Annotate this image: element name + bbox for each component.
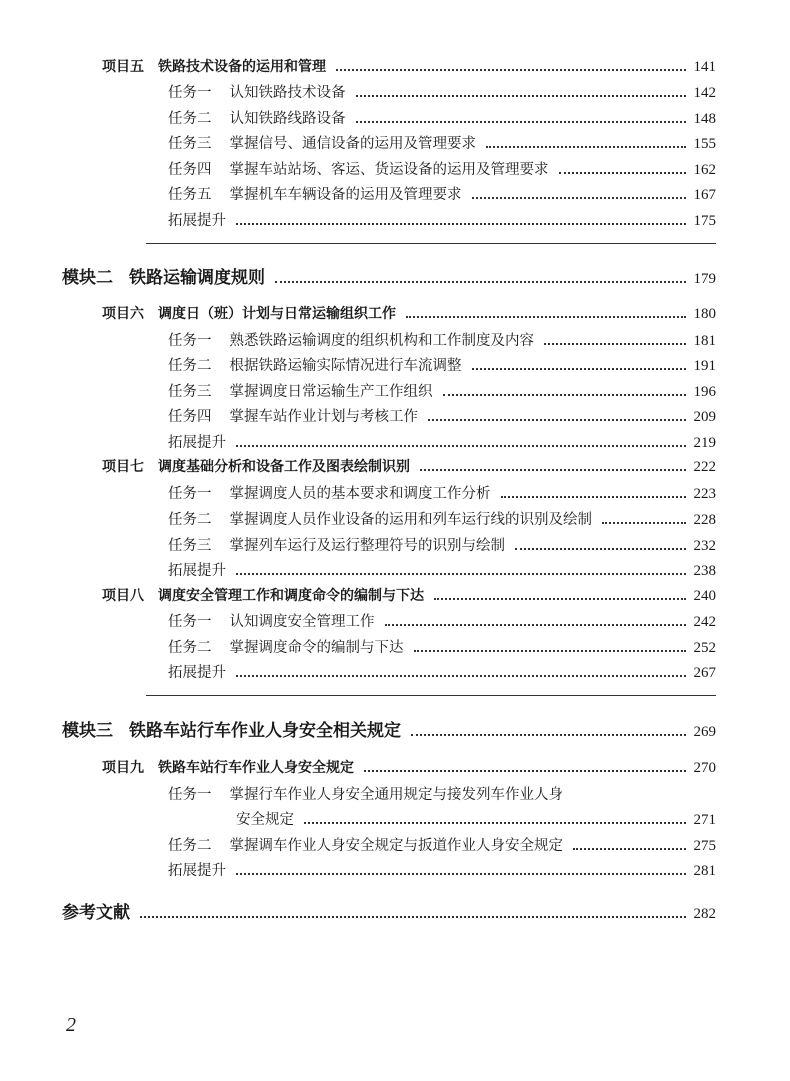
dot-leader <box>515 547 686 550</box>
dot-leader <box>356 120 686 123</box>
entry-title: 掌握调度人员作业设备的运用和列车运行线的识别及绘制 <box>229 512 592 528</box>
entry-label: 任务四 <box>168 162 212 178</box>
entry-label: 任务五 <box>168 187 212 203</box>
toc-entry-task[interactable] <box>168 107 716 128</box>
entry-page: 167 <box>693 187 716 203</box>
toc-entry-task[interactable] <box>168 329 716 350</box>
entry-title: 拓展提升 <box>168 563 226 579</box>
entry-page: 267 <box>693 665 716 681</box>
entry-title: 掌握机车车辆设备的运用及管理要求 <box>229 187 462 203</box>
dot-leader <box>486 145 686 148</box>
section-divider <box>146 695 716 696</box>
entry-label: 项目九 <box>102 760 144 776</box>
dot-leader <box>472 196 686 199</box>
toc-entry-project9[interactable] <box>102 757 716 777</box>
toc-entry-module3[interactable] <box>62 716 716 741</box>
entry-title: 铁路车站行车作业人身安全相关规定 <box>129 721 401 741</box>
entry-title-continuation: 安全规定 <box>236 812 294 828</box>
entry-page: 240 <box>693 588 716 604</box>
dot-leader <box>236 872 686 875</box>
entry-page: 180 <box>693 306 716 322</box>
entry-page: 269 <box>693 724 716 740</box>
toc-entry-project7[interactable] <box>102 456 716 476</box>
dot-leader <box>140 915 686 918</box>
dot-leader <box>443 393 686 396</box>
entry-title: 掌握调度命令的编制与下达 <box>229 640 404 656</box>
toc-entry-task[interactable] <box>168 354 716 375</box>
entry-label: 任务三 <box>168 384 212 400</box>
toc-entry-task[interactable] <box>168 81 716 102</box>
entry-label: 项目六 <box>102 306 144 322</box>
toc-entry-task[interactable] <box>168 132 716 153</box>
entry-label: 任务二 <box>168 512 212 528</box>
entry-label: 模块二 <box>62 268 113 288</box>
entry-title: 掌握车站作业计划与考核工作 <box>229 409 418 425</box>
entry-page: 219 <box>693 435 716 451</box>
dot-leader <box>544 342 686 345</box>
entry-page: 175 <box>693 213 716 229</box>
entry-title: 铁路技术设备的运用和管理 <box>158 59 326 75</box>
toc-entry-task[interactable] <box>168 158 716 179</box>
entry-title: 调度日（班）计划与日常运输组织工作 <box>158 306 396 322</box>
entry-title: 认知铁路线路设备 <box>229 111 346 127</box>
entry-page: 142 <box>693 85 716 101</box>
toc-entry-task[interactable] <box>168 508 716 529</box>
entry-page: 191 <box>693 358 716 374</box>
entry-title: 拓展提升 <box>168 863 226 879</box>
entry-label: 任务一 <box>168 614 212 630</box>
dot-leader <box>385 623 686 626</box>
entry-title: 认知调度安全管理工作 <box>229 614 375 630</box>
dot-leader <box>602 521 686 524</box>
entry-page: 252 <box>693 640 716 656</box>
entry-label: 任务一 <box>168 787 212 803</box>
entry-title: 拓展提升 <box>168 665 226 681</box>
toc-entry-task[interactable] <box>168 610 716 631</box>
entry-page: 181 <box>693 333 716 349</box>
entry-page: 223 <box>693 486 716 502</box>
entry-page: 281 <box>693 863 716 879</box>
entry-title: 掌握信号、通信设备的运用及管理要求 <box>229 136 476 152</box>
toc-entry-project5[interactable] <box>102 56 716 76</box>
toc-entry-project8[interactable] <box>102 585 716 605</box>
entry-title: 掌握车站站场、客运、货运设备的运用及管理要求 <box>229 162 549 178</box>
entry-page: 196 <box>693 384 716 400</box>
dot-leader <box>501 495 686 498</box>
dot-leader <box>434 597 686 600</box>
entry-title: 参考文献 <box>62 903 130 923</box>
entry-page: 155 <box>693 136 716 152</box>
entry-label: 任务一 <box>168 486 212 502</box>
entry-page: 228 <box>693 512 716 528</box>
dot-leader <box>573 847 686 850</box>
toc-entry-task[interactable] <box>168 405 716 426</box>
entry-title: 熟悉铁路运输调度的组织机构和工作制度及内容 <box>229 333 534 349</box>
entry-title: 调度基础分析和设备工作及图表绘制识别 <box>158 459 410 475</box>
entry-label: 任务三 <box>168 136 212 152</box>
toc-entry-extension[interactable] <box>168 209 716 230</box>
entry-page: 141 <box>693 59 716 75</box>
entry-title: 根据铁路运输实际情况进行车流调整 <box>229 358 462 374</box>
toc-entry-project6[interactable] <box>102 303 716 323</box>
toc-entry-task[interactable] <box>168 783 716 804</box>
entry-page: 270 <box>693 760 716 776</box>
dot-leader <box>559 171 686 174</box>
entry-label: 项目五 <box>102 59 144 75</box>
toc-entry-extension[interactable] <box>168 559 716 580</box>
toc-entry-module2[interactable] <box>62 263 716 288</box>
entry-title: 掌握列车运行及运行整理符号的识别与绘制 <box>229 538 505 554</box>
entry-title: 认知铁路技术设备 <box>229 85 346 101</box>
entry-label: 任务二 <box>168 838 212 854</box>
entry-title: 掌握调度人员的基本要求和调度工作分析 <box>229 486 491 502</box>
toc-entry-task[interactable] <box>168 834 716 855</box>
toc-entry-extension[interactable] <box>168 431 716 452</box>
entry-page: 232 <box>693 538 716 554</box>
entry-page: 179 <box>693 271 716 287</box>
entry-title: 掌握行车作业人身安全通用规定与接发列车作业人身 <box>229 787 563 803</box>
dot-leader <box>236 222 686 225</box>
dot-leader <box>236 572 686 575</box>
entry-title: 掌握调车作业人身安全规定与扳道作业人身安全规定 <box>229 838 563 854</box>
entry-page: 209 <box>693 409 716 425</box>
entry-page: 282 <box>693 906 716 922</box>
page-number: 2 <box>66 1014 76 1036</box>
entry-page: 242 <box>693 614 716 630</box>
section-divider <box>146 243 716 244</box>
entry-page: 271 <box>693 812 716 828</box>
entry-label: 任务二 <box>168 358 212 374</box>
entry-title: 铁路运输调度规则 <box>129 268 265 288</box>
toc-entry-extension[interactable] <box>168 661 716 682</box>
toc-entry-extension[interactable] <box>168 859 716 880</box>
entry-title: 调度安全管理工作和调度命令的编制与下达 <box>158 588 424 604</box>
entry-title: 掌握调度日常运输生产工作组织 <box>229 384 433 400</box>
dot-leader <box>275 280 686 283</box>
toc-entry-references[interactable] <box>62 898 716 923</box>
dot-leader <box>304 821 686 824</box>
dot-leader <box>472 367 686 370</box>
toc-entry-task[interactable] <box>168 482 716 503</box>
entry-label: 项目七 <box>102 459 144 475</box>
dot-leader <box>236 444 686 447</box>
entry-page: 275 <box>693 838 716 854</box>
dot-leader <box>420 468 686 471</box>
entry-label: 任务二 <box>168 111 212 127</box>
dot-leader <box>428 418 686 421</box>
entry-title: 铁路车站行车作业人身安全规定 <box>158 760 354 776</box>
dot-leader <box>236 674 686 677</box>
entry-title: 拓展提升 <box>168 435 226 451</box>
entry-label: 任务四 <box>168 409 212 425</box>
dot-leader <box>336 68 686 71</box>
dot-leader <box>356 94 686 97</box>
entry-page: 238 <box>693 563 716 579</box>
entry-label: 任务一 <box>168 333 212 349</box>
entry-label: 任务二 <box>168 640 212 656</box>
dot-leader <box>406 315 686 318</box>
entry-page: 148 <box>693 111 716 127</box>
entry-page: 222 <box>693 459 716 475</box>
toc-entry-task[interactable] <box>168 534 716 555</box>
toc-entry-task-continuation[interactable] <box>236 808 716 829</box>
dot-leader <box>411 733 686 736</box>
toc-entry-task[interactable] <box>168 636 716 657</box>
toc-entry-task[interactable] <box>168 380 716 401</box>
entry-page: 162 <box>693 162 716 178</box>
dot-leader <box>414 649 686 652</box>
dot-leader <box>364 769 686 772</box>
entry-label: 任务一 <box>168 85 212 101</box>
toc-entry-task[interactable] <box>168 183 716 204</box>
entry-label: 项目八 <box>102 588 144 604</box>
entry-label: 模块三 <box>62 721 113 741</box>
entry-title: 拓展提升 <box>168 213 226 229</box>
entry-label: 任务三 <box>168 538 212 554</box>
